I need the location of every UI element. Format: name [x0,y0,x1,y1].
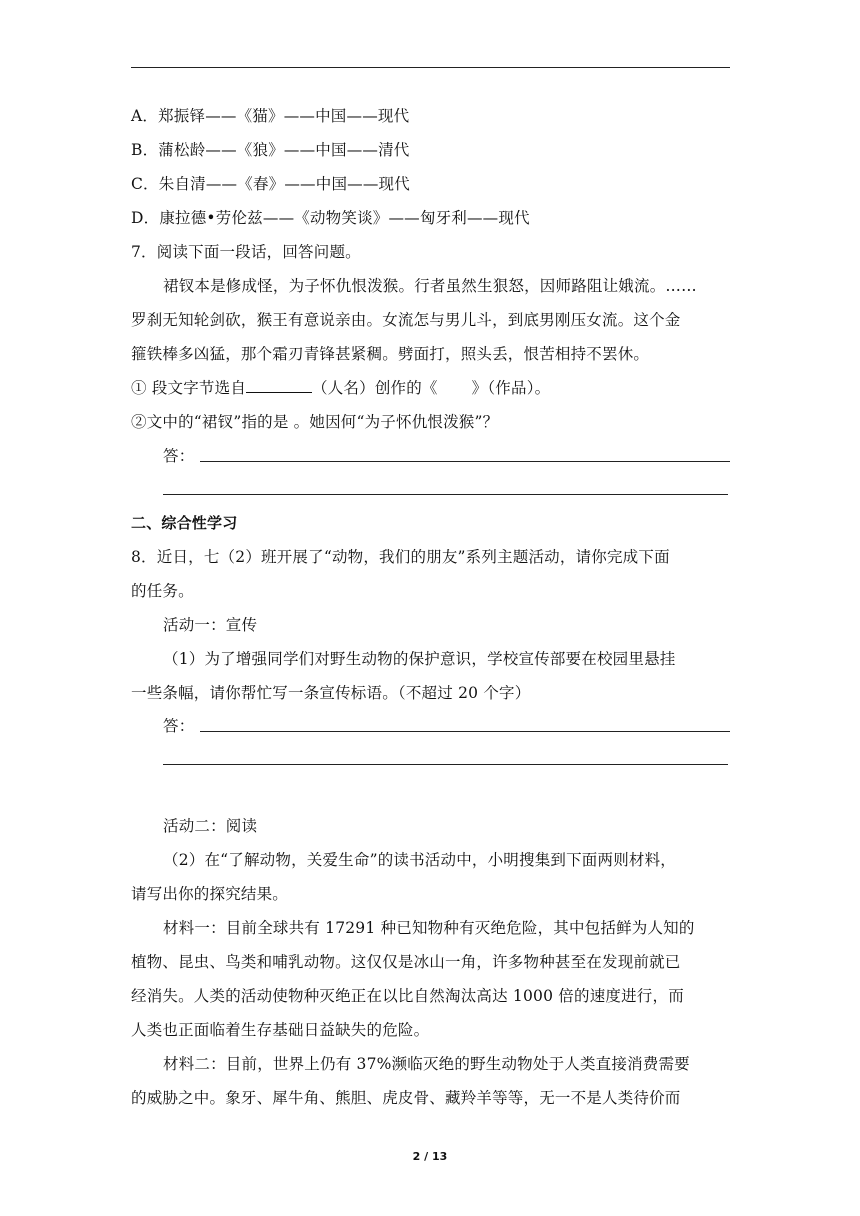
answer-line-2a[interactable] [200,731,730,732]
activity-1-q-line-1: （1）为了增强同学们对野生动物的保护意识，学校宣传部要在校园里悬挂 [163,650,676,668]
activity-1-title: 活动一：宣传 [163,616,258,634]
material-1-line-2: 植物、昆虫、鸟类和哺乳动物。这仅仅是冰山一角，许多物种甚至在发现前就已 [131,953,681,971]
option-a: A．郑振铎——《猫》——中国——现代 [131,107,410,125]
q1-part-b: （人名）创作的《 [312,379,438,397]
author-blank[interactable] [246,378,312,393]
section-2-heading: 二、综合性学习 [131,514,238,532]
passage-line-1: 裙钗本是修成怪，为子怀仇恨泼猴。行者虽然生狠怒，因师路阻让娥流。…… [163,277,697,295]
option-d: D．康拉德•劳伦兹——《动物笑谈》——匈牙利——现代 [131,209,530,227]
q1-part-a: ① 段文字节选自 [131,379,247,397]
answer-label-1: 答： [163,447,195,465]
material-1-line-3: 经消失。人类的活动使物种灭绝正在以比自然淘汰高达 1000 倍的速度进行，而 [131,987,684,1005]
material-1-line-4: 人类也正面临着生存基础日益缺失的危险。 [131,1021,430,1039]
answer-line-1b[interactable] [163,494,728,495]
passage-line-2: 罗刹无知轮剑砍，猴王有意说亲由。女流怎与男儿斗，到底男刚压女流。这个金 [131,311,681,329]
question-8-line-1: 8．近日，七（2）班开展了“动物，我们的朋友”系列主题活动，请你完成下面 [131,548,670,566]
material-1-line-1: 材料一：目前全球共有 17291 种已知物种有灭绝危险，其中包括鲜为人知的 [163,919,695,937]
q1-part-c: 》（作品）。 [471,379,551,397]
page-number: 2 / 13 [412,1150,448,1163]
answer-line-1a[interactable] [200,461,730,462]
question-7-1 [131,378,550,398]
option-c: C．朱自清——《春》——中国——现代 [131,175,410,193]
activity-2-title: 活动二：阅读 [163,817,258,835]
answer-label-2: 答： [163,717,195,735]
material-2-line-1: 材料二：目前，世界上仍有 37%濒临灭绝的野生动物处于人类直接消费需要 [163,1055,690,1073]
activity-2-q-line-2: 请写出你的探究结果。 [131,885,289,903]
material-2-line-2: 的威胁之中。象牙、犀牛角、熊胆、虎皮骨、藏羚羊等等，无一不是人类待价而 [131,1089,681,1107]
answer-line-2b[interactable] [163,764,728,765]
activity-2-q-line-1: （2）在“了解动物，关爱生命”的读书活动中，小明搜集到下面两则材料， [163,851,677,869]
activity-1-q-line-2: 一些条幅，请你帮忙写一条宣传标语。（不超过 20 个字） [131,684,531,702]
passage-line-3: 箍铁棒多凶猛，那个霜刃青锋甚紧稠。劈面打，照头丢，恨苦相持不罢休。 [131,345,650,363]
question-8-line-2: 的任务。 [131,582,194,600]
question-7-2: ②文中的“裙钗”指的是 。她因何“为子怀仇恨泼猴”？ [131,413,499,431]
option-b: B．蒲松龄——《狼》——中国——清代 [131,141,410,159]
question-7: 7．阅读下面一段话，回答问题。 [131,243,361,261]
header-rule [131,67,730,68]
